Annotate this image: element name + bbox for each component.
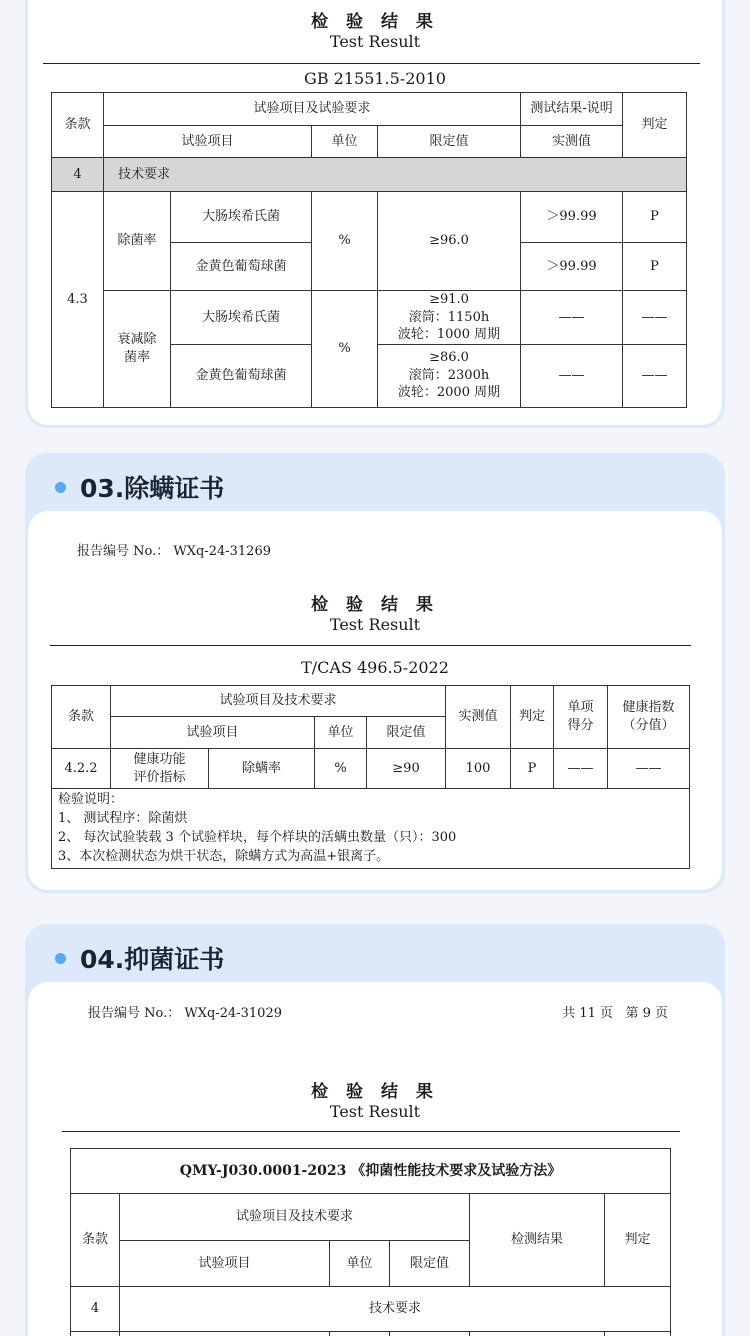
item-header: 试验项目	[104, 126, 312, 158]
unit-percent: %	[312, 291, 378, 408]
table-cell	[120, 1332, 330, 1336]
note-line: 1、 测试程序：除菌烘	[58, 810, 188, 826]
clause-header: 条款	[52, 93, 104, 158]
heading-rule	[50, 645, 691, 646]
unit-header: 单位	[315, 717, 367, 749]
clause-header: 条款	[71, 1194, 120, 1287]
unit-percent: %	[315, 749, 367, 789]
table-cell	[390, 1332, 470, 1336]
notes-title: 检验说明：	[58, 792, 124, 807]
table-cell	[330, 1332, 390, 1336]
limit-header: 限定值	[390, 1241, 470, 1287]
item-staph: 金黄色葡萄球菌	[171, 344, 312, 407]
bullet-dot-icon	[55, 953, 66, 964]
section-clause: 4	[52, 158, 104, 192]
result-header: 检测结果	[470, 1194, 605, 1287]
note-line: 2、 每次试验装载 3 个试验样块，每个样块的活螨虫数量（只）：300	[58, 829, 457, 845]
item-staph: 金黄色葡萄球菌	[171, 243, 312, 291]
judge-value: P	[623, 243, 687, 291]
limit-header: 限定值	[378, 126, 521, 158]
section-label: 技术要求	[120, 1287, 671, 1332]
table-cell	[470, 1332, 605, 1336]
judge-value: ——	[623, 291, 687, 345]
health-index-value: ——	[608, 749, 690, 789]
items-req-header: 试验项目及技术要求	[120, 1194, 470, 1241]
measured-value: ＞99.99	[521, 243, 623, 291]
result-heading-en: Test Result	[329, 615, 421, 634]
section-title-mite: 03.除螨证书	[55, 469, 224, 505]
result-table-mite	[51, 685, 690, 869]
result-heading-cn: 检 验 结 果	[311, 1082, 439, 1102]
measured-value: ＞99.99	[521, 192, 623, 243]
measured-header: 实测值	[521, 126, 623, 158]
judge-value: P	[623, 192, 687, 243]
table-cell	[605, 1332, 671, 1336]
table-cell	[71, 1332, 120, 1336]
section-label: 技术要求	[104, 158, 687, 192]
bullet-dot-icon	[55, 482, 66, 493]
judge-value: P	[511, 749, 554, 789]
standard-label: QMY-J030.0001-2023 《抑菌性能技术要求及试验方法》	[71, 1149, 671, 1194]
single-score-value: ——	[554, 749, 608, 789]
measured-value: ——	[521, 291, 623, 345]
section-title-antibacterial: 04.抑菌证书	[55, 940, 224, 976]
category-cell: 健康功能 评价指标	[111, 749, 209, 789]
item-mite-rate: 除螨率	[209, 749, 315, 789]
group-sterilization-rate: 除菌率	[104, 192, 171, 291]
standard-label: T/CAS 496.5-2022	[301, 658, 449, 677]
result-table-antibacterial	[70, 1148, 671, 1336]
report-number: 报告编号 No.： WXq-24-31029	[88, 1006, 282, 1021]
health-index-header: 健康指数 （分值）	[608, 686, 690, 749]
items-req-header: 试验项目及试验要求	[104, 93, 521, 126]
heading-rule	[43, 63, 700, 64]
result-table-1	[51, 92, 687, 408]
items-req-header: 试验项目及技术要求	[111, 686, 446, 717]
item-header: 试验项目	[120, 1241, 330, 1287]
measured-header: 实测值	[446, 686, 511, 749]
section-clause: 4	[71, 1287, 120, 1332]
unit-percent: %	[312, 192, 378, 291]
heading-rule	[62, 1131, 680, 1132]
group-attenuation-rate: 衰减除 菌率	[104, 291, 171, 408]
single-score-header: 单项 得分	[554, 686, 608, 749]
note-line: 3、本次检测状态为烘干状态，除螨方式为高温+银离子。	[58, 848, 390, 864]
judge-header: 判定	[623, 93, 687, 158]
result-heading-cn: 检 验 结 果	[311, 12, 439, 32]
item-ecoli: 大肠埃希氏菌	[171, 291, 312, 345]
result-note-header: 测试结果-说明	[521, 93, 623, 126]
clause-header: 条款	[52, 686, 111, 749]
judge-header: 判定	[511, 686, 554, 749]
unit-header: 单位	[312, 126, 378, 158]
measured-value: ——	[521, 344, 623, 407]
item-ecoli: 大肠埃希氏菌	[171, 192, 312, 243]
page-info: 共 11 页 第 9 页	[562, 1006, 668, 1021]
result-heading-en: Test Result	[329, 1102, 421, 1121]
clause-4-3: 4.3	[52, 192, 104, 408]
limit-value: ≥86.0 滚筒：2300h 波轮：2000 周期	[378, 344, 521, 407]
report-number: 报告编号 No.： WXq-24-31269	[77, 544, 271, 559]
standard-label: GB 21551.5-2010	[304, 69, 446, 88]
clause-4-2-2: 4.2.2	[52, 749, 111, 789]
limit-header: 限定值	[367, 717, 446, 749]
limit-value: ≥91.0 滚筒：1150h 波轮：1000 周期	[378, 291, 521, 345]
test-notes	[52, 789, 690, 869]
result-heading-en: Test Result	[329, 32, 421, 51]
measured-value: 100	[446, 749, 511, 789]
limit-value: ≥90	[367, 749, 446, 789]
judge-value: ——	[623, 344, 687, 407]
unit-header: 单位	[330, 1241, 390, 1287]
limit-value: ≥96.0	[378, 192, 521, 291]
item-header: 试验项目	[111, 717, 315, 749]
judge-header: 判定	[605, 1194, 671, 1287]
result-heading-cn: 检 验 结 果	[311, 595, 439, 615]
